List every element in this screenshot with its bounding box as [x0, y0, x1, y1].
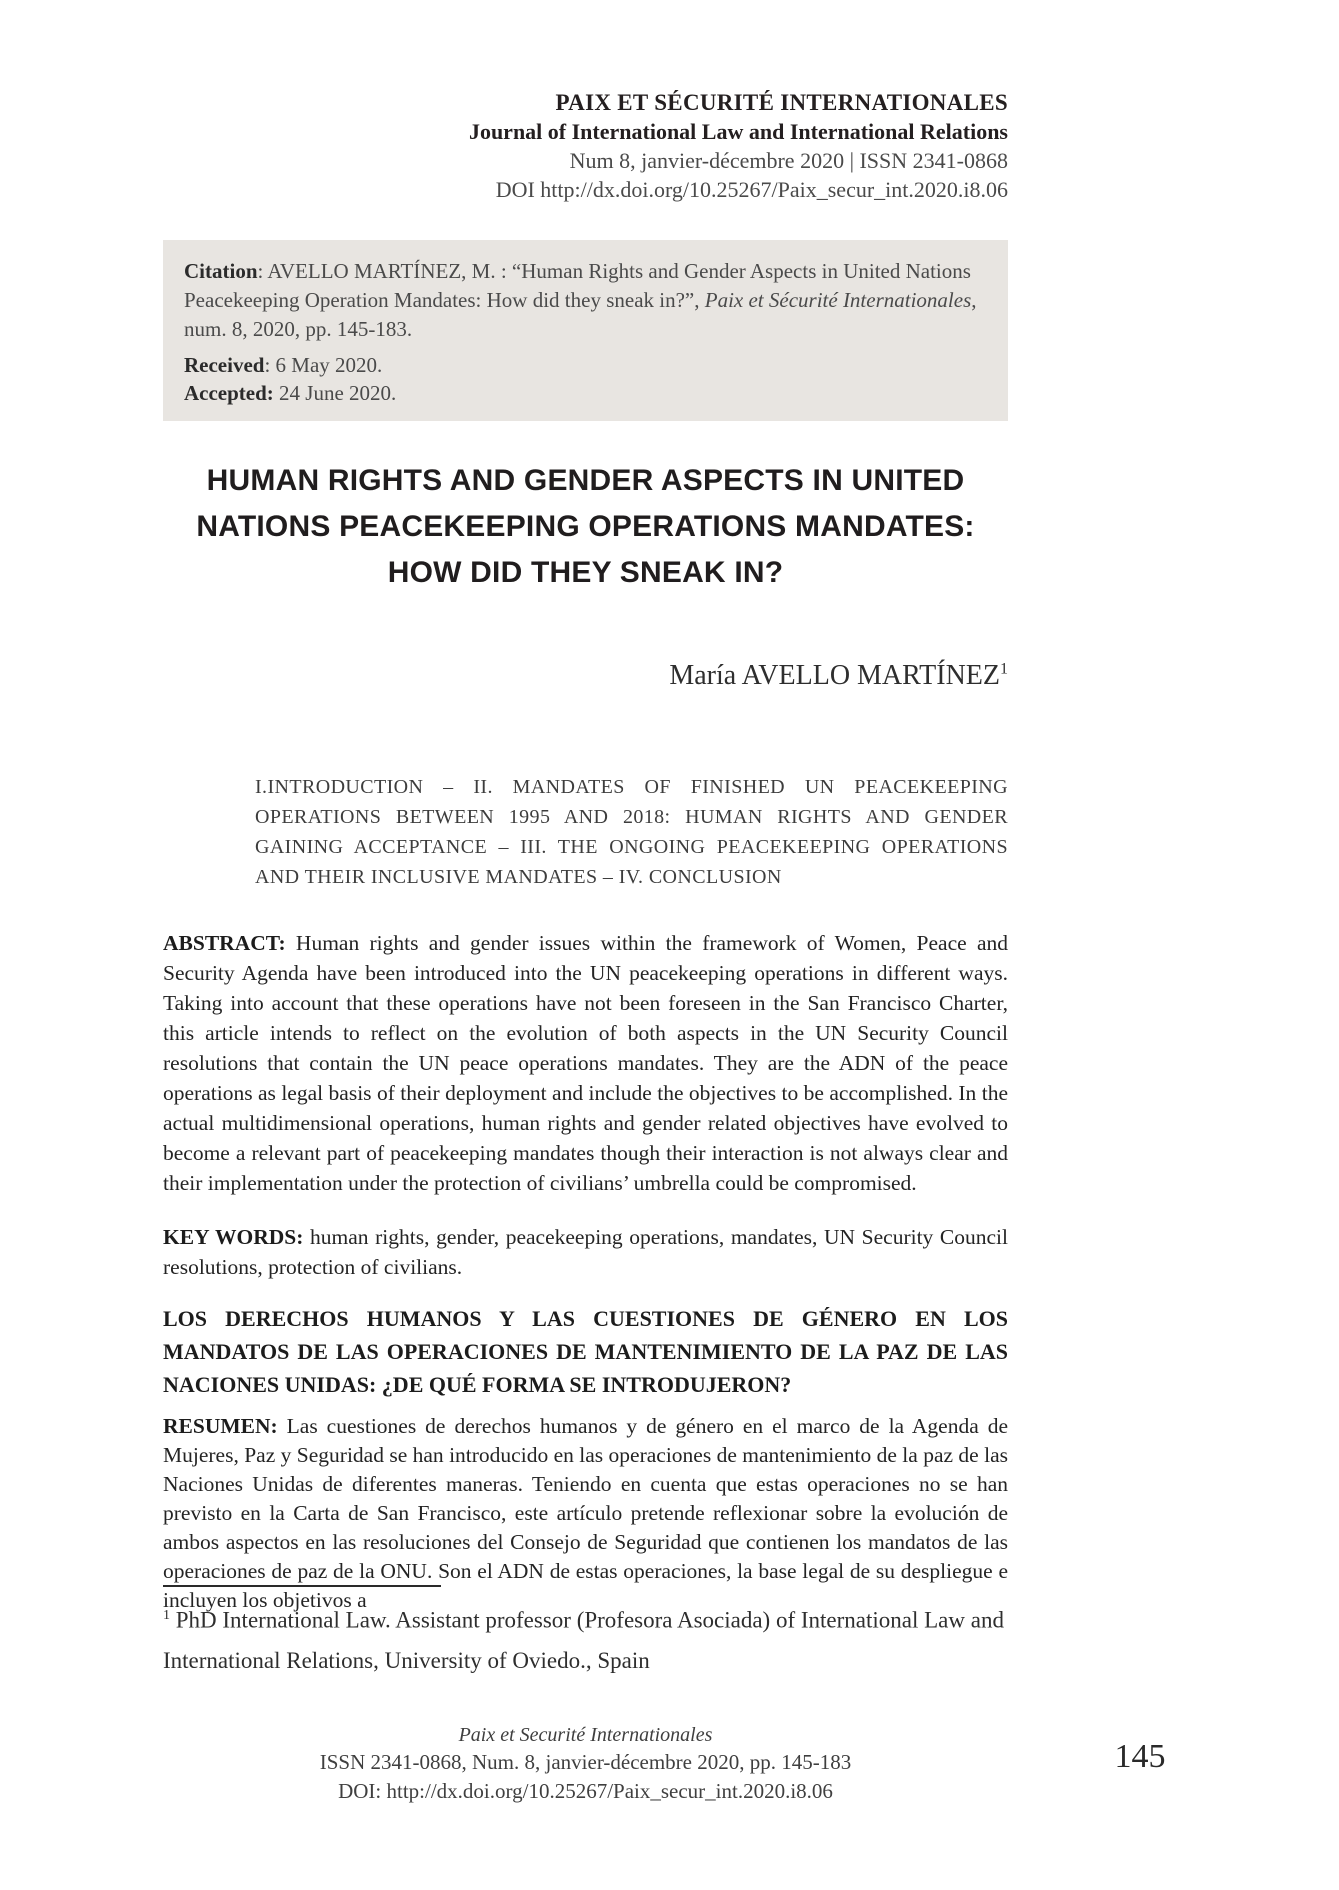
footnote-separator — [163, 1585, 441, 1587]
issue-issn-line: Num 8, janvier-décembre 2020 | ISSN 2341-0868 — [569, 148, 1008, 173]
citation-text: : AVELLO MARTÍNEZ, M. : “Human Rights and Gender Aspects in United Nations Peacekeeping Operation Mandates: How did they sneak in?”, — [184, 259, 971, 312]
received-label: Received — [184, 353, 265, 377]
journal-masthead — [163, 88, 1008, 204]
footer-issn-line: ISSN 2341-0868, Num. 8, janvier-décembre 2020, pp. 145-183 — [319, 1750, 852, 1774]
page-footer — [163, 1722, 1008, 1806]
citation-paragraph — [184, 257, 987, 344]
citation-journal-name: Paix et Sécurité Internationales — [704, 288, 972, 312]
abstract-paragraph — [163, 928, 1008, 1198]
received-line — [184, 351, 987, 379]
accepted-line — [184, 379, 987, 407]
header-doi-line: DOI http://dx.doi.org/10.25267/Paix_secur_int.2020.i8.06 — [495, 177, 1008, 202]
keywords-label: KEY WORDS: — [163, 1225, 304, 1249]
journal-title: PAIX ET SÉCURITÉ INTERNATIONALES — [555, 90, 1008, 115]
received-value: : 6 May 2020. — [264, 353, 383, 377]
resumen-label: RESUMEN: — [163, 1414, 278, 1438]
citation-box — [163, 240, 1008, 421]
resumen-text: Las cuestiones de derechos humanos y de género en el marco de la Agenda de Mujeres, Paz y Seguridad se han introducido en las operaciones de mantenimiento de la paz de las Naciones Unidas de diferentes maneras. Teniendo en cuenta que estas operaciones no se han previsto en la Carta de San Francisco, este artículo pretende reflexionar sobre la evolución de ambos aspectos en las resoluciones del Consejo de Seguridad que contienen los mandatos de las operaciones de paz de la ONU. Son el ADN de estas operaciones, la base legal de su despliegue e incluyen los objetivos a — [163, 1414, 1008, 1612]
author-footnote-ref: 1 — [1000, 660, 1008, 678]
page-number: 145 — [1114, 1738, 1166, 1775]
footer-journal-name: Paix et Securité Internationales — [458, 1724, 713, 1746]
article-title: HUMAN RIGHTS AND GENDER ASPECTS IN UNITED NATIONS PEACEKEEPING OPERATIONS MANDATES: HOW DID THEY SNEAK IN? — [196, 464, 975, 589]
article-title-block — [163, 458, 1008, 596]
keywords-paragraph — [163, 1222, 1008, 1282]
accepted-label: Accepted: — [184, 381, 274, 405]
footnote — [163, 1596, 1008, 1681]
footnote-ref: 1 — [163, 1608, 170, 1623]
author-line — [163, 660, 1008, 692]
spanish-title: LOS DERECHOS HUMANOS Y LAS CUESTIONES DE GÉNERO EN LOS MANDATOS DE LAS OPERACIONES DE MANTENIMIENTO DE LA PAZ DE LAS NACIONES UNIDAS: ¿DE QUÉ FORMA SE INTRODUJERON? — [163, 1306, 1008, 1397]
accepted-value: 24 June 2020. — [273, 381, 397, 405]
footer-doi-line: DOI: http://dx.doi.org/10.25267/Paix_secur_int.2020.i8.06 — [338, 1779, 833, 1803]
footnote-text: PhD International Law. Assistant professor (Profesora Asociada) of International Law and International Relations, University of Oviedo., Spain — [163, 1607, 1004, 1673]
author-name: María AVELLO MARTÍNEZ — [669, 660, 1000, 691]
citation-text-end: , num. 8, 2020, pp. 145-183. — [184, 288, 977, 341]
keywords-text: human rights, gender, peacekeeping operations, mandates, UN Security Council resolutions, protection of civilians. — [163, 1225, 1008, 1279]
section-summary: I.INTRODUCTION – II. MANDATES OF FINISHED UN PEACEKEEPING OPERATIONS BETWEEN 1995 AND 2018: HUMAN RIGHTS AND GENDER GAINING ACCEPTANCE – III. THE ONGOING PEACEKEEPING OPERATIONS AND THEIR INCLUSIVE MANDATES – IV. CONCLUSION — [255, 776, 1008, 888]
abstract-label: ABSTRACT: — [163, 931, 286, 955]
abstract-text: Human rights and gender issues within the framework of Women, Peace and Security Agenda have been introduced into the UN peacekeeping operations in different ways. Taking into account that these operations have not been foreseen in the San Francisco Charter, this article intends to reflect on the evolution of both aspects in the UN Security Council resolutions that contain the UN peace operations mandates. They are the ADN of the peace operations as legal basis of their deployment and include the objectives to be accomplished. In the actual multidimensional operations, human rights and gender related objectives have evolved to become a relevant part of peacekeeping mandates though their interaction is not always clear and their implementation under the protection of civilians’ umbrella could be compromised. — [163, 931, 1008, 1195]
citation-label: Citation — [184, 259, 258, 283]
journal-subtitle: Journal of International Law and International Relations — [468, 119, 1008, 144]
